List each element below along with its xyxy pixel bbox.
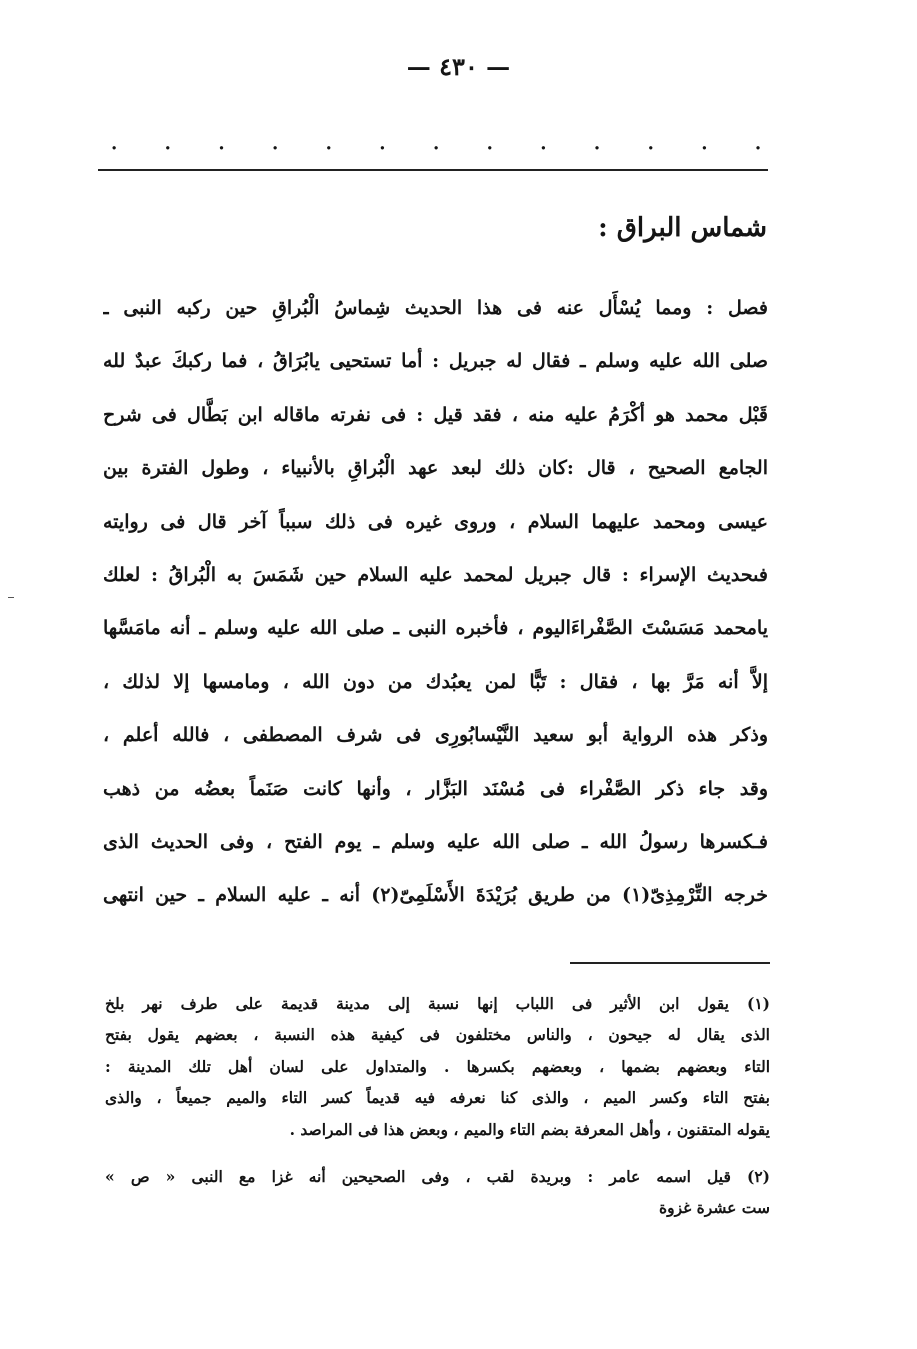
- dot-separator: [110, 126, 763, 156]
- body-line: خرجه التِّرْمِذِىّ(١) من طريق بُرَيْدَةَ الأَسْلَمِىّ(٢) أنه ـ عليه السلام ـ حين انتهى: [103, 884, 768, 907]
- body-line: فىحديث الإسراء : قال جبريل لمحمد عليه السلام حين شَمَسَ به الْبُراقُ : لعلك: [103, 563, 768, 586]
- body-line: فصل : ومما يُسْأَل عنه فى هذا الحديث شِماسُ الْبُراقِ حين ركبه النبى ـ: [103, 297, 768, 319]
- footnote-2-line: (٢) قيل اسمه عامر : وبريدة لقب ، وفى الصحيحين أنه غزا مع النبى « ص »: [105, 1166, 770, 1186]
- separator-dot: .: [324, 126, 333, 156]
- footnote-2-line: ست عشرة غزوة: [658, 1198, 770, 1218]
- header-divider: [98, 169, 768, 171]
- footnote-1-line: الذى يقال له جيحون ، والناس مختلفون فى كيفية هذه النسبة ، بعضهم يقول بفتح: [105, 1025, 770, 1045]
- footnote-1-line: (١) يقول ابن الأثير فى اللباب إنها نسبة إلى مدينة قديمة على طرف نهر بلخ: [105, 994, 770, 1013]
- footnote-1-line: يقوله المتقنون ، وأهل المعرفة بضم التاء والميم ، وبعض هذا فى المراصد .: [289, 1119, 770, 1139]
- separator-dot: .: [646, 126, 655, 156]
- separator-dot: .: [592, 126, 602, 156]
- separator-dot: .: [378, 126, 387, 156]
- body-line: إلاَّ أنه مَرَّ بها ، فقال : تَبًّا لمن يعبُدك من دون الله ، ومامسها إلا لذلك ،: [103, 670, 768, 693]
- separator-dot: .: [270, 126, 280, 156]
- body-line: يامحمد مَسَسْتَ الصَّفْراءَاليوم ، فأخبره النبى ـ صلى الله عليه وسلم ـ أنه مامَسَّها: [103, 617, 768, 640]
- footnote-1-line: التاء وبعضهم بضمها ، وبعضهم بكسرها . والمتداول على لسان أهل تلك المدينة :: [105, 1056, 770, 1076]
- body-line: الجامع الصحيح ، قال :كان ذلك لبعد عهد الْبُراقِ بالأنبياء ، وطول الفترة بين: [103, 457, 768, 480]
- separator-dot: .: [431, 126, 441, 156]
- body-line: وذكر هذه الرواية أبو سعيد النَّيْسابُورِى فى شرف المصطفى ، فالله أعلم ،: [103, 724, 768, 747]
- body-line: قَبْل محمد هو أكْرَمُ عليه منه ، فقد قيل : فى نفرته ماقاله ابن بَطَّال فى شرح: [103, 403, 768, 426]
- body-line: عيسى ومحمد عليهما السلام ، وروى غيره فى ذلك سبباً آخر قال فى روايته: [103, 510, 768, 533]
- body-line: فـكسرها رسولُ الله ـ صلى الله عليه وسلم ـ يوم الفتح ، وفى الحديث الذى: [103, 830, 768, 853]
- section-heading: شماس البراق :: [598, 213, 767, 243]
- separator-dot: .: [485, 126, 494, 156]
- footnote-1-line: بفتح التاء وكسر الميم ، والذى كنا نعرفه فيه قديماً كسر التاء والميم جميعاً ، والذى: [105, 1088, 770, 1108]
- separator-dot: .: [217, 126, 226, 156]
- body-line: صلى الله عليه وسلم ـ فقال له جبريل : أما تستحيى يابُرَاقُ ، فما ركبكَ عبدٌ لله: [103, 350, 768, 373]
- separator-dot: .: [700, 126, 709, 156]
- separator-dot: .: [163, 126, 172, 156]
- separator-dot: .: [753, 126, 763, 156]
- footnotes: [105, 988, 770, 1224]
- separator-dot: .: [110, 126, 119, 156]
- separator-dot: .: [539, 126, 548, 156]
- margin-mark: [8, 597, 14, 598]
- body-line: وقد جاء ذكر الصَّفْراء فى مُسْنَد البَزَّار ، وأنها كانت صَنَماً بعضُه من ذهب: [103, 777, 768, 800]
- body-text: [103, 282, 768, 923]
- page-number: — ٤٣٠ —: [406, 52, 511, 81]
- footnote-divider: [570, 962, 770, 964]
